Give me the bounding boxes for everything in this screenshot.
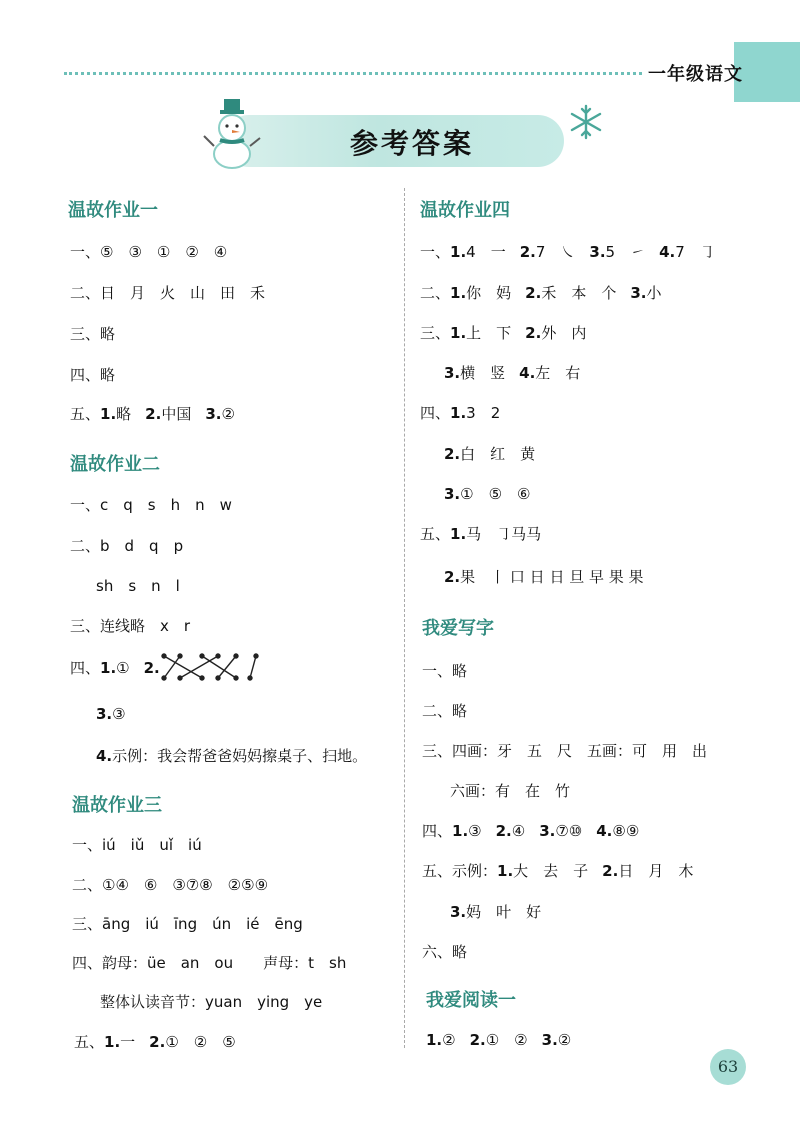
question-prefix: 五、示例： [422, 862, 498, 880]
header-subject: 一年级语文 [648, 64, 743, 85]
item-number: 2. [519, 243, 536, 261]
item-number: 4. [659, 243, 676, 261]
item-number: 2. [495, 822, 512, 840]
item-answer: ① ⑤ ⑥ [460, 485, 531, 503]
item-answer: ④ [511, 822, 526, 840]
item-number: 1. [452, 822, 469, 840]
item-answer: ③ [112, 705, 126, 723]
section-title: 温故作业四 [420, 200, 510, 221]
answer-line: 二、略 [422, 702, 468, 720]
item-number: 2. [149, 1033, 166, 1051]
snowman-icon [198, 96, 266, 170]
answer-line: 一、c q s h n w [70, 496, 232, 514]
question-prefix: 三、 [420, 324, 451, 342]
answer-line [70, 657, 160, 678]
item-answer: ③ [468, 822, 482, 840]
item-number: 3. [444, 485, 461, 503]
item-answer: 小 [646, 284, 662, 302]
item-number: 4. [596, 822, 613, 840]
header-tab [734, 42, 800, 102]
item-answer: 妈 叶 好 [466, 903, 542, 921]
item-answer: ① ② [485, 1031, 528, 1049]
item-answer: 7 ㇆ [675, 243, 715, 261]
item-answer: 左 右 [535, 364, 581, 382]
answer-line [422, 860, 693, 881]
section-title: 我爱写字 [422, 618, 494, 639]
question-prefix: 二、 [420, 284, 451, 302]
answer-line: 二、b d q p [70, 537, 184, 555]
answer-line: 一、略 [422, 662, 468, 680]
answer-line [420, 322, 586, 343]
item-number: 1. [100, 405, 117, 423]
item-number: 3. [444, 364, 461, 382]
item-number: 2. [525, 284, 542, 302]
question-prefix: 五、 [70, 405, 101, 423]
item-number: 1. [450, 525, 467, 543]
answer-line: 三、连线略 x r [70, 617, 191, 635]
section-title: 我爱阅读一 [426, 990, 516, 1011]
answer-line: 一、iú iǔ uǐ iú [72, 836, 202, 854]
item-answer: 横 竖 [460, 364, 506, 382]
item-answer: 5 ㇀ [605, 243, 646, 261]
answer-line [74, 1031, 236, 1052]
section-title: 温故作业一 [68, 200, 158, 221]
answer-line [70, 403, 235, 424]
item-answer: 马 ㇆马马 [466, 525, 542, 543]
item-number: 4. [96, 747, 113, 765]
item-answer: 一 [120, 1033, 136, 1051]
answer-line: sh s n l [96, 577, 180, 595]
answer-line [444, 443, 535, 464]
item-number: 1. [497, 862, 514, 880]
item-number: 2. [444, 568, 461, 586]
item-number: 1. [450, 404, 467, 422]
answer-line: 二、①④ ⑥ ③⑦⑧ ②⑤⑨ [72, 876, 269, 894]
answer-line: 六、略 [422, 943, 468, 961]
item-answer: 3 2 [466, 404, 501, 422]
answer-line: 四、韵母：üe an ou 声母：t sh [72, 954, 347, 972]
item-number: 1. [426, 1031, 443, 1049]
item-answer: 果 丨 口 日 日 旦 早 果 果 [460, 568, 644, 586]
item-answer: 你 妈 [466, 284, 512, 302]
item-number: 2. [145, 405, 162, 423]
answer-line [426, 1029, 571, 1050]
item-answer: 禾 本 个 [541, 284, 617, 302]
item-answer: ① ② ⑤ [165, 1033, 236, 1051]
item-answer: 日 月 木 [618, 862, 694, 880]
answer-line: 整体认读音节：yuan ying ye [100, 993, 323, 1011]
item-number: 4. [519, 364, 536, 382]
section-title: 温故作业三 [72, 795, 162, 816]
answer-line [420, 282, 661, 303]
item-answer: 4 一 [466, 243, 506, 261]
item-answer: 7 ㇏ [535, 243, 576, 261]
answer-line: 四、略 [70, 366, 116, 384]
item-number: 3. [96, 705, 113, 723]
answer-line [444, 483, 530, 504]
answer-line: 三、āng iú īng ún ié ēng [72, 915, 303, 933]
answer-line: 三、四画：牙 五 尺 五画：可 用 出 [422, 742, 708, 760]
item-answer: 白 红 黄 [460, 445, 536, 463]
item-number: 3. [630, 284, 647, 302]
item-answer: 外 内 [541, 324, 587, 342]
item-number: 3. [539, 822, 556, 840]
answer-line: 二、日 月 火 山 田 禾 [70, 284, 266, 302]
item-answer: ⑧⑨ [612, 822, 640, 840]
item-number: 1. [450, 324, 467, 342]
matching-lines-figure [158, 650, 268, 684]
item-answer: ② [557, 1031, 572, 1049]
snowflake-icon [568, 104, 604, 140]
item-answer: ② [221, 405, 235, 423]
item-number: 2. [143, 659, 160, 677]
item-answer: ① [116, 659, 130, 677]
item-number: 2. [602, 862, 619, 880]
item-number: 2. [525, 324, 542, 342]
item-number: 3. [450, 903, 467, 921]
answer-line: 一、⑤ ③ ① ② ④ [70, 243, 228, 261]
page-number: 63 [710, 1049, 746, 1085]
page-title: 参考答案 [350, 127, 475, 160]
answer-line [444, 566, 644, 587]
item-answer: 示例：我会帮爸爸妈妈擦桌子、扫地。 [112, 747, 368, 765]
item-number: 3. [205, 405, 222, 423]
answer-line: 六画：有 在 竹 [450, 782, 571, 800]
item-number: 1. [450, 284, 467, 302]
item-answer: 大 去 子 [513, 862, 589, 880]
item-answer: ⑦⑩ [555, 822, 583, 840]
item-number: 1. [100, 659, 117, 677]
answer-line [450, 901, 541, 922]
answer-line [422, 820, 639, 841]
item-number: 2. [444, 445, 461, 463]
item-number: 1. [450, 243, 467, 261]
answer-line [444, 362, 580, 383]
column-divider [404, 188, 405, 1048]
answer-line [96, 745, 367, 766]
answer-line: 三、略 [70, 325, 116, 343]
item-number: 2. [469, 1031, 486, 1049]
item-answer: ② [442, 1031, 456, 1049]
question-prefix: 四、 [422, 822, 453, 840]
item-answer: 上 下 [466, 324, 512, 342]
item-number: 3. [589, 243, 606, 261]
question-prefix: 一、 [420, 243, 451, 261]
question-prefix: 四、 [70, 659, 101, 677]
item-number: 3. [541, 1031, 558, 1049]
answer-line [420, 523, 541, 544]
item-answer: 略 [116, 405, 132, 423]
question-prefix: 五、 [74, 1033, 105, 1051]
answer-line [96, 705, 126, 723]
item-answer: 中国 [161, 405, 192, 423]
question-prefix: 四、 [420, 404, 451, 422]
header-dotted-rule [64, 72, 642, 75]
item-number: 1. [104, 1033, 121, 1051]
answer-line [420, 402, 500, 423]
answer-line [420, 241, 715, 262]
question-prefix: 五、 [420, 525, 451, 543]
section-title: 温故作业二 [70, 454, 160, 475]
